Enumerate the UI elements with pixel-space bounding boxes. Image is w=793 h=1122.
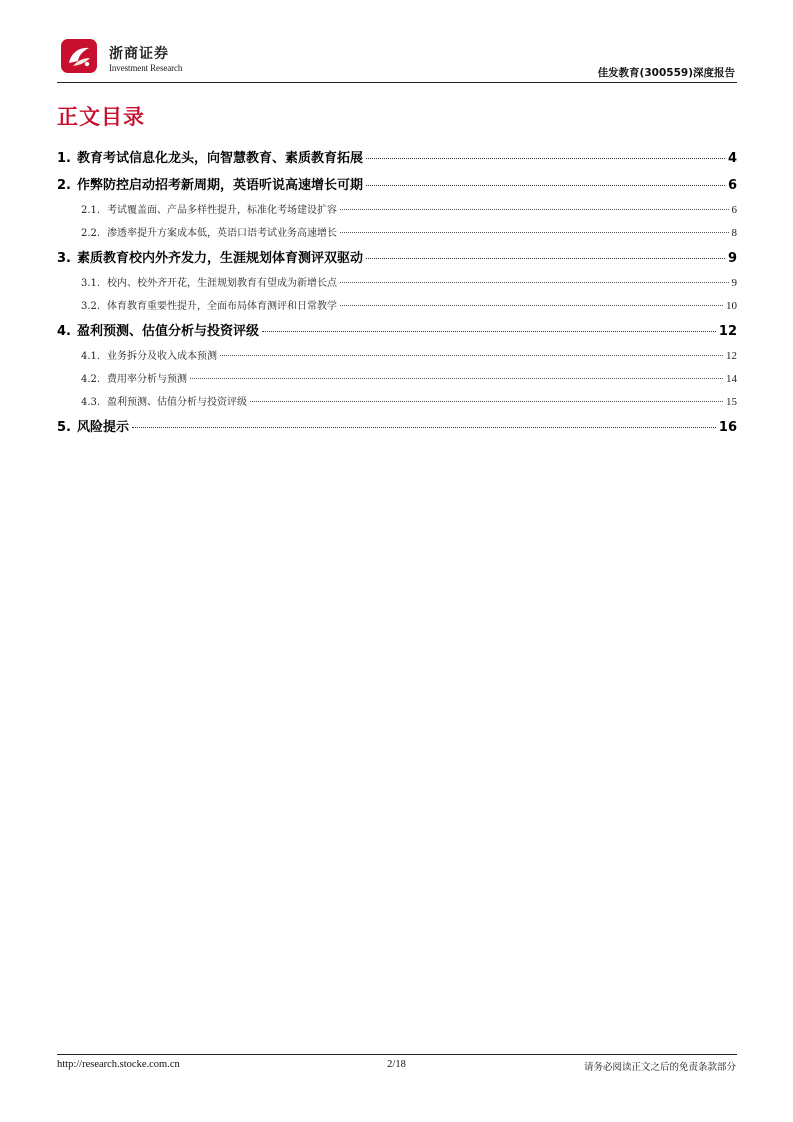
toc-entry[interactable] [57,316,737,343]
toc-entry-text: 校内、校外齐开花，生涯规划教育有望成为新增长点 [107,278,337,289]
toc-entry-number: 4.1. [81,351,101,362]
page-header [57,35,737,85]
toc-entry-text: 渗透率提升方案成本低，英语口语考试业务高速增长 [107,228,337,239]
toc-entry-page: 6 [731,204,737,216]
zheshang-logo-icon [61,39,97,73]
toc-entry-text: 素质教育校内外齐发力，生涯规划体育测评双驱动 [77,251,364,266]
toc-entry-text: 业务拆分及收入成本预测 [107,351,217,362]
toc-dot-leader [340,282,729,283]
toc-entry-page: 14 [726,373,737,385]
toc-entry-number: 5. [57,420,71,435]
logo-chinese-name: 浙商证券 [109,46,169,62]
toc-dot-leader [366,158,725,159]
toc-subentry[interactable] [57,270,737,293]
toc-dot-leader [190,378,723,379]
logo-english-name: Investment Research [109,63,183,73]
toc-subentry[interactable] [57,389,737,412]
toc-entry-number: 4.3. [81,397,101,408]
company-logo [57,35,187,79]
footer-disclaimer: 请务必阅读正文之后的免责条款部分 [583,1062,736,1073]
toc-entry-page: 15 [726,396,737,408]
toc-entry-page: 8 [731,227,737,239]
table-of-contents [57,143,737,439]
toc-entry-number: 2. [57,178,71,193]
toc-dot-leader [220,355,723,356]
toc-entry-page: 4 [727,151,737,166]
toc-entry[interactable] [57,170,737,197]
toc-entry-text: 考试覆盖面、产品多样性提升，标准化考场建设扩容 [107,205,337,216]
toc-dot-leader [340,232,729,233]
toc-entry-number: 1. [57,151,71,166]
toc-subentry[interactable] [57,366,737,389]
toc-entry-text: 教育考试信息化龙头，向智慧教育、素质教育拓展 [77,151,364,166]
footer-page-number: 2/18 [387,1059,406,1070]
toc-entry-text: 风险提示 [77,420,130,435]
footer-url-link[interactable]: http://research.stocke.com.cn [57,1059,180,1070]
header-divider [57,82,737,83]
toc-entry-page: 16 [718,420,737,435]
toc-entry-text: 体育教育重要性提升，全面布局体育测评和日常教学 [107,301,337,312]
toc-entry-number: 2.1. [81,205,101,216]
toc-entry-text: 费用率分析与预测 [107,374,187,385]
toc-subentry[interactable] [57,197,737,220]
toc-dot-leader [262,331,716,332]
toc-dot-leader [366,258,725,259]
report-title: 佳发教育(300559)深度报告 [597,67,735,79]
toc-entry-page: 12 [718,324,737,339]
toc-dot-leader [250,401,723,402]
toc-dot-leader [132,427,716,428]
toc-entry-page: 10 [726,300,737,312]
toc-entry[interactable] [57,412,737,439]
toc-entry-page: 12 [726,350,737,362]
toc-dot-leader [340,305,723,306]
toc-entry[interactable] [57,143,737,170]
toc-entry-number: 2.2. [81,228,101,239]
toc-entry-text: 盈利预测、估值分析与投资评级 [77,324,260,339]
toc-entry-number: 4. [57,324,71,339]
toc-entry-text: 作弊防控启动招考新周期，英语听说高速增长可期 [77,178,364,193]
toc-dot-leader [340,209,729,210]
toc-heading: 正文目录 [57,105,145,129]
footer-divider [57,1054,737,1055]
toc-entry-number: 4.2. [81,374,101,385]
toc-subentry[interactable] [57,220,737,243]
toc-subentry[interactable] [57,293,737,316]
toc-entry-page: 6 [727,178,737,193]
toc-entry-number: 3. [57,251,71,266]
toc-entry-number: 3.1. [81,278,101,289]
toc-entry[interactable] [57,243,737,270]
toc-entry-number: 3.2. [81,301,101,312]
toc-subentry[interactable] [57,343,737,366]
toc-entry-page: 9 [731,277,737,289]
toc-dot-leader [366,185,725,186]
toc-entry-page: 9 [727,251,737,266]
toc-entry-text: 盈利预测、估值分析与投资评级 [107,397,247,408]
